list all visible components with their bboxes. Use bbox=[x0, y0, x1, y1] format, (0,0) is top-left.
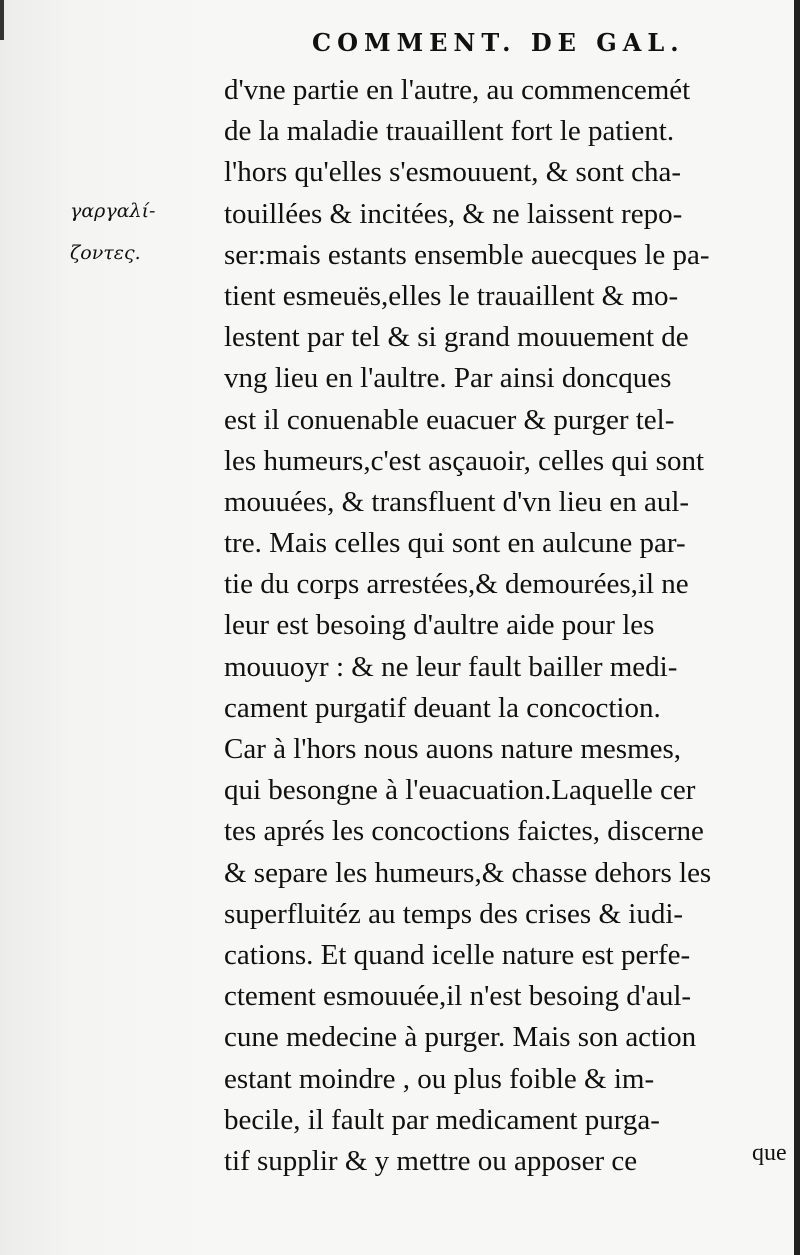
margin-note-line: γαργαλί- bbox=[70, 200, 156, 222]
text-line: lestent par tel & si grand mouuement de bbox=[224, 321, 689, 354]
text-line: est il conuenable euacuer & purger tel- bbox=[224, 403, 675, 436]
text-line: leur est besoing d'aultre aide pour les bbox=[224, 609, 655, 642]
text-line: tie du corps arrestées,& demourées,il ne bbox=[224, 568, 689, 601]
text-line: de la maladie trauaillent fort le patient. bbox=[224, 115, 675, 148]
text-line: & separe les humeurs,& chasse dehors les bbox=[224, 856, 712, 889]
facing-page-bleed bbox=[0, 0, 215, 1255]
text-line: becile, il fault par medicament purga- bbox=[224, 1103, 660, 1136]
text-line: tif supplir & y mettre ou apposer ce bbox=[224, 1144, 638, 1177]
text-line: d'vne partie en l'autre, au commencemét bbox=[224, 74, 691, 106]
body-text bbox=[224, 70, 790, 1182]
text-line: ser:mais estants ensemble auecques le pa- bbox=[224, 238, 710, 271]
text-line: les humeurs,c'est asçauoir, celles qui sont bbox=[224, 444, 705, 477]
running-head: COMMENT. DE GAL. bbox=[312, 28, 685, 57]
text-line: cations. Et quand icelle nature est perfe- bbox=[224, 938, 691, 971]
text-line: qui besongne à l'euacuation.Laquelle cer bbox=[224, 774, 696, 807]
text-line: mouuées, & transfluent d'vn lieu en aul- bbox=[224, 485, 690, 518]
text-line: mouuoyr : & ne leur fault bailler medi- bbox=[224, 650, 678, 683]
text-line: touillées & incitées, & ne laissent repo- bbox=[224, 197, 683, 230]
text-line: tient esmeuës,elles le trauaillent & mo- bbox=[224, 279, 679, 312]
margin-note bbox=[70, 190, 220, 274]
text-line: vng lieu en l'aultre. Par ainsi doncques bbox=[224, 362, 672, 395]
text-line: cune medecine à purger. Mais son action bbox=[224, 1021, 697, 1054]
text-line: ctement esmouuée,il n'est besoing d'aul- bbox=[224, 980, 692, 1013]
text-line: superfluitéz au temps des crises & iudi- bbox=[224, 897, 684, 930]
margin-note-line: ζοντες. bbox=[70, 242, 141, 264]
page-edge-right bbox=[794, 0, 800, 1255]
catchword: que bbox=[752, 1140, 787, 1166]
text-line: cament purgatif deuant la concoction. bbox=[224, 691, 661, 724]
text-line: Car à l'hors nous auons nature mesmes, bbox=[224, 733, 682, 765]
text-line: estant moindre , ou plus foible & im- bbox=[224, 1062, 655, 1095]
page-edge-left bbox=[0, 0, 4, 40]
text-line: tre. Mais celles qui sont en aulcune par- bbox=[224, 527, 686, 560]
text-line: l'hors qu'elles s'esmouuent, & sont cha- bbox=[224, 156, 682, 189]
text-line: tes aprés les concoctions faictes, discerne bbox=[224, 815, 704, 848]
